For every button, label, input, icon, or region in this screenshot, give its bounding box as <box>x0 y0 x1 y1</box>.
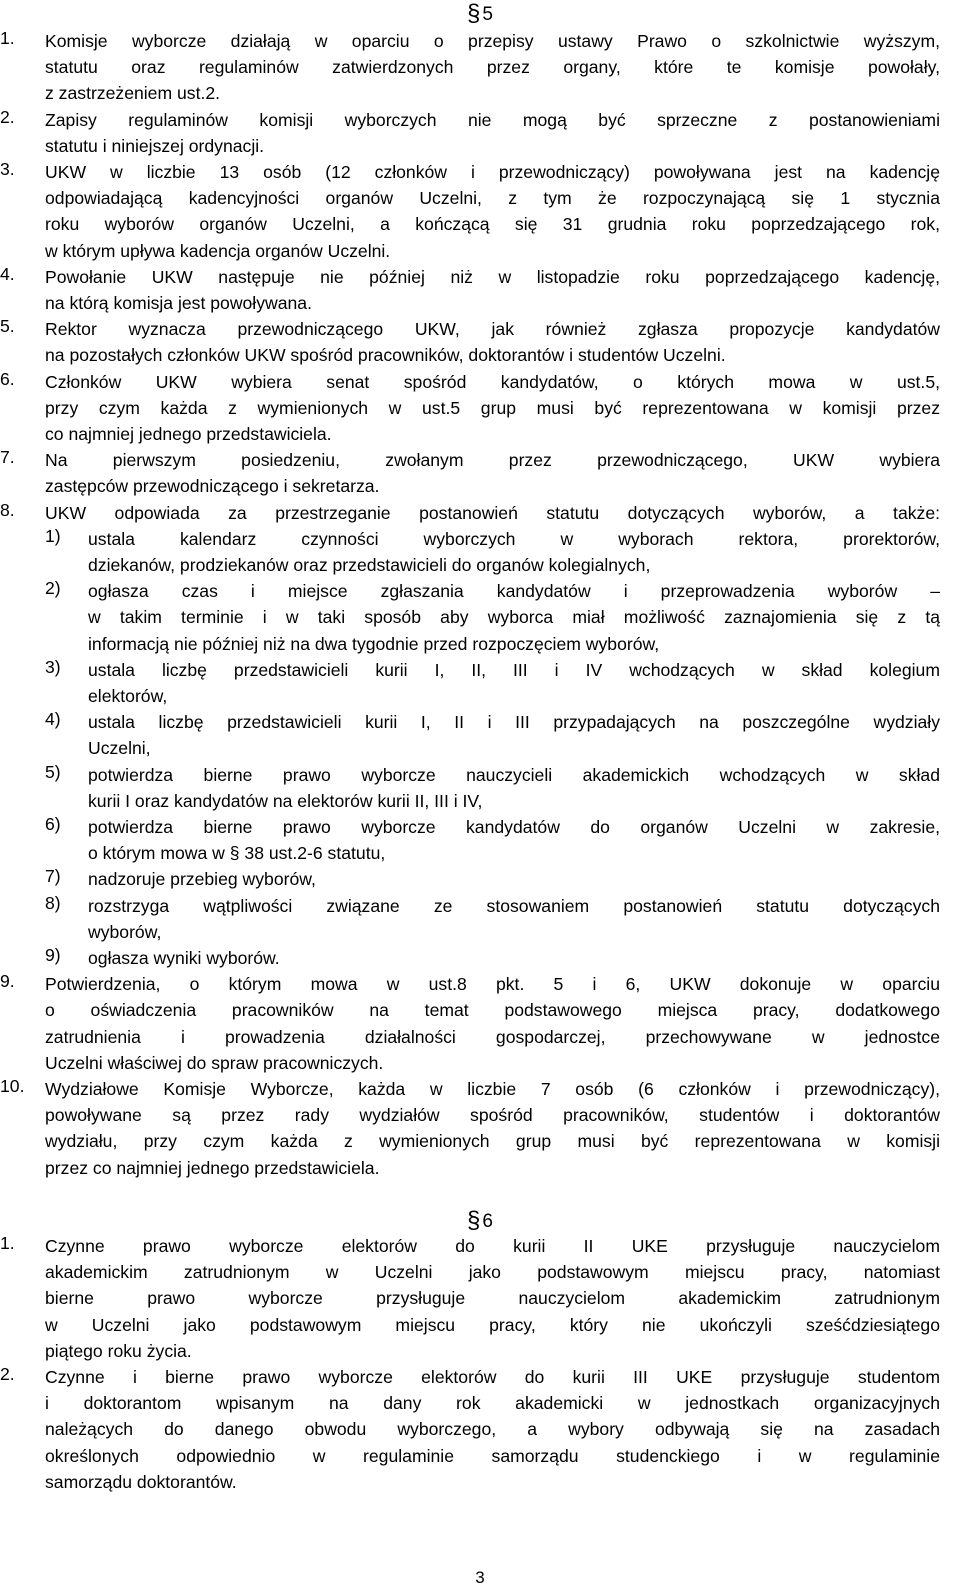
item-number: 9) <box>45 945 61 965</box>
text-line: samorządu doktorantów. <box>45 1471 237 1492</box>
text-line: Czynne prawo wyborcze elektorów do kurii II UKE przysługuje nauczycielom <box>45 1236 940 1256</box>
text-line: rozstrzyga wątpliwości związane ze stosowaniem postanowień statutu dotyczących <box>88 895 940 916</box>
text-line: powoływane są przez rady wydziałów spośród pracowników, studentów i doktorantów <box>45 1105 940 1126</box>
item-number: 6. <box>0 368 15 389</box>
section-sign: § <box>467 0 481 27</box>
text-line: na pozostałych członków UKW spośród pracowników, doktorantów i studentów Uczelni. <box>45 345 726 366</box>
text-line: akademickim zatrudnionym w Uczelni jako podstawowym miejscu pracy, natomiast <box>45 1262 940 1283</box>
text-line: Wydziałowe Komisje Wyborcze, każda w liczbie 7 osób (6 członków i przewodniczący), <box>45 1079 940 1099</box>
item-number: 3. <box>0 159 15 179</box>
text-line: Na pierwszym posiedzeniu, zwołanym przez przewodniczącego, UKW wybiera <box>45 450 940 471</box>
item-number: 1) <box>45 525 61 546</box>
text-line: informacją nie później niż na dwa tygodnie przed rozpoczęciem wyborów, <box>88 633 660 654</box>
text-line: roku wyborów organów Uczelni, a kończącą się 31 grudnia roku poprzedzającego rok, <box>45 214 940 235</box>
text-line: w takim terminie i w taki sposób aby wyborca miał możliwość zaznajomienia się z tą <box>88 607 940 628</box>
text-line: Potwierdzenia, o którym mowa w ust.8 pkt. 5 i 6, UKW dokonuje w oparciu <box>45 974 940 995</box>
text-line: przy czym każda z wymienionych w ust.5 grup musi być reprezentowana w komisji przez <box>45 397 940 418</box>
text-line: ogłasza wyniki wyborów. <box>88 948 280 968</box>
item-number: 7) <box>45 866 61 887</box>
text-line: Członków UKW wybiera senat spośród kandydatów, o których mowa w ust.5, <box>45 371 940 392</box>
item-number: 1. <box>0 1233 15 1253</box>
text-line: wyborów, <box>88 921 162 942</box>
text-line: w którym upływa kadencja organów Uczelni. <box>45 240 391 261</box>
text-line: dziekanów, prodziekanów oraz przedstawicieli do organów kolegialnych, <box>88 554 651 575</box>
item-number: 8. <box>0 499 15 520</box>
text-line: ogłasza czas i miejsce zgłaszania kandydatów i przeprowadzenia wyborów – <box>88 581 940 602</box>
item-number: 5. <box>0 316 15 337</box>
text-line: statutu i niniejszej ordynacji. <box>45 135 265 156</box>
text-line: Uczelni właściwej do spraw pracowniczych. <box>45 1052 384 1073</box>
section-sign: § <box>467 1207 481 1234</box>
text-line: i doktorantom wpisanym na dany rok akademicki w jednostkach organizacyjnych <box>45 1393 940 1414</box>
page-number: 3 <box>475 1568 485 1587</box>
item-number: 2. <box>0 1364 15 1384</box>
text-line: w Uczelni jako podstawowym miejscu pracy, który nie ukończyli sześćdziesiątego <box>45 1314 940 1335</box>
text-line: Rektor wyznacza przewodniczącego UKW, jak również zgłasza propozycje kandydatów <box>45 319 940 340</box>
text-line: na którą komisja jest powoływana. <box>45 292 312 313</box>
text-line: elektorów, <box>88 685 168 706</box>
text-line: wydziału, przy czym każda z wymienionych grup musi być reprezentowana w komisji <box>45 1131 940 1152</box>
item-number: 4. <box>0 263 15 284</box>
item-number: 6) <box>45 814 61 834</box>
text-line: statutu oraz regulaminów zatwierdzonych przez organy, które te komisje powołały, <box>45 57 940 78</box>
item-number: 1. <box>0 28 15 48</box>
text-line: o oświadczenia pracowników na temat podstawowego miejsca pracy, dodatkowego <box>45 1000 940 1021</box>
text-line: UKW odpowiada za przestrzeganie postanowień statutu dotyczących wyborów, a także: <box>45 502 940 523</box>
text-line: przez co najmniej jednego przedstawiciela. <box>45 1157 380 1178</box>
item-number: 7. <box>0 447 15 468</box>
text-line: bierne prawo wyborcze przysługuje nauczycielom akademickim zatrudnionym <box>45 1288 940 1309</box>
text-line: piątego roku życia. <box>45 1340 192 1361</box>
text-line: Uczelni, <box>88 738 151 759</box>
text-line: Czynne i bierne prawo wyborcze elektorów do kurii III UKE przysługuje studentom <box>45 1367 940 1387</box>
item-number: 8) <box>45 892 61 913</box>
text-line: UKW w liczbie 13 osób (12 członków i przewodniczący) powoływana jest na kadencję <box>45 162 940 182</box>
text-line: zastępców przewodniczącego i sekretarza. <box>45 476 380 497</box>
text-line: odpowiadającą kadencyjności organów Uczelni, z tym że rozpoczynającą się 1 stycznia <box>45 188 940 209</box>
text-line: Powołanie UKW następuje nie później niż w listopadzie roku poprzedzającego kadencję, <box>45 266 940 287</box>
text-line: ustala kalendarz czynności wyborczych w wyborach rektora, prorektorów, <box>88 528 940 549</box>
item-number: 2) <box>45 578 61 599</box>
text-line: co najmniej jednego przedstawiciela. <box>45 423 332 444</box>
text-line: zatrudnienia i prowadzenia działalności gospodarczej, przechowywane w jednostce <box>45 1026 940 1047</box>
text-line: Zapisy regulaminów komisji wyborczych nie mogą być sprzeczne z postanowieniami <box>45 109 940 130</box>
text-line: ustala liczbę przedstawicieli kurii I, II, III i IV wchodzących w skład kolegium <box>88 659 940 680</box>
item-number: 10. <box>0 1076 25 1096</box>
section-number: 6 <box>482 1211 493 1232</box>
section-number: 5 <box>482 4 493 25</box>
item-number: 3) <box>45 656 61 677</box>
text-line: z zastrzeżeniem ust.2. <box>45 83 221 104</box>
text-line: należących do danego obwodu wyborczego, a wybory odbywają się na zasadach <box>45 1419 940 1440</box>
text-line: kurii I oraz kandydatów na elektorów kurii II, III i IV, <box>88 790 483 811</box>
section-6-heading <box>0 1207 960 1235</box>
text-line: Komisje wyborcze działają w oparciu o przepisy ustawy Prawo o szkolnictwie wyższym, <box>45 31 940 51</box>
item-number: 5) <box>45 761 61 782</box>
text-line: nadzoruje przebieg wyborów, <box>88 869 316 890</box>
section-5-heading <box>0 0 960 28</box>
item-number: 4) <box>45 709 61 730</box>
text-line: określonych odpowiednio w regulaminie samorządu studenckiego i w regulaminie <box>45 1445 940 1466</box>
item-number: 9. <box>0 971 15 992</box>
text-line: potwierdza bierne prawo wyborcze kandydatów do organów Uczelni w zakresie, <box>88 817 940 837</box>
item-number: 2. <box>0 106 15 127</box>
text-line: o którym mowa w § 38 ust.2-6 statutu, <box>88 843 386 864</box>
text-line: ustala liczbę przedstawicieli kurii I, II i III przypadających na poszczególne wydziały <box>88 712 940 733</box>
text-line: potwierdza bierne prawo wyborcze nauczycieli akademickich wchodzących w skład <box>88 764 940 785</box>
